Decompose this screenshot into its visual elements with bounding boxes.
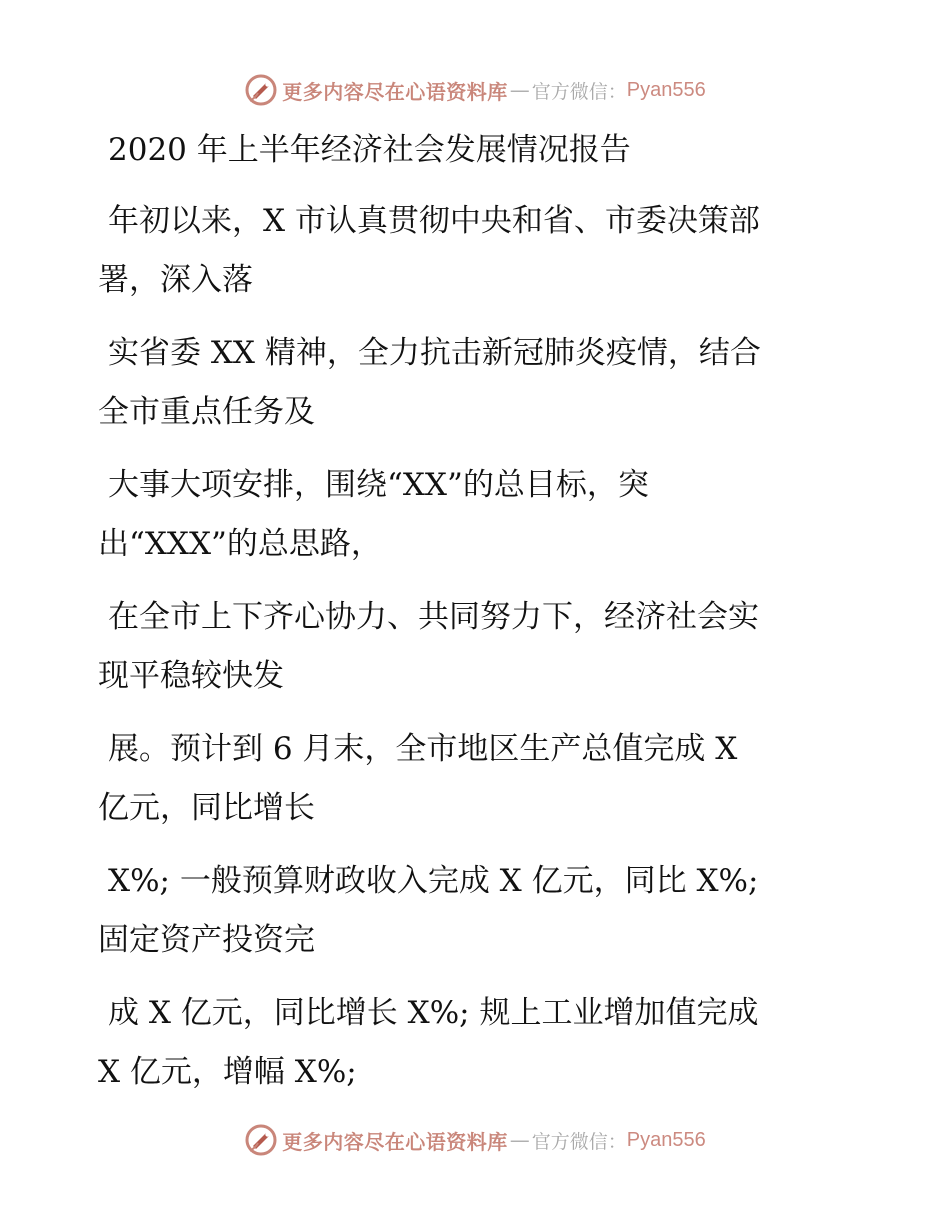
- footer-watermark: [0, 1120, 950, 1160]
- watermark-wechat-label: 官方微信：: [531, 1130, 627, 1153]
- watermark-wechat-id: Pyan556: [626, 1128, 706, 1151]
- paragraph: [98, 852, 838, 970]
- paragraph-line: 大事大项安排，围绕“XX”的总目标，突: [108, 467, 649, 503]
- paragraph-line: 实省委 XX 精神，全力抗击新冠肺炎疫情，结合: [108, 335, 761, 371]
- document-body: [98, 126, 838, 1102]
- paragraph-line: 固定资产投资完: [98, 922, 315, 958]
- watermark-wechat-label: 官方微信：: [531, 80, 627, 103]
- watermark-separator: —: [509, 1128, 530, 1152]
- paragraph-line: 现平稳较快发: [98, 658, 284, 694]
- watermark-separator: —: [509, 78, 530, 102]
- header-watermark: [0, 70, 950, 110]
- watermark-wechat-id: Pyan556: [626, 78, 706, 101]
- paragraph-line: 成 X 亿元，同比增长 X%; 规上工业增加值完成: [108, 995, 759, 1031]
- paragraph-line: 在全市上下齐心协力、共同努力下，经济社会实: [108, 599, 759, 635]
- paragraph-line: 署，深入落: [98, 262, 253, 298]
- paragraph: [98, 324, 838, 442]
- paragraph-line: 亿元，同比增长: [98, 790, 315, 826]
- pen-nib-circle-icon: [244, 1123, 278, 1157]
- pen-nib-circle-icon: [244, 73, 278, 107]
- paragraph-line: X%; 一般预算财政收入完成 X 亿元，同比 X%;: [108, 863, 759, 899]
- paragraph: [98, 456, 838, 574]
- paragraph-line: 展。预计到 6 月末，全市地区生产总值完成 X: [108, 731, 738, 767]
- paragraph: [98, 192, 838, 310]
- paragraph-line: 全市重点任务及: [98, 394, 315, 430]
- paragraph: [98, 984, 838, 1102]
- watermark-brand-text: 更多内容尽在心语资料库: [282, 1129, 508, 1154]
- paragraph: [98, 720, 838, 838]
- paragraph: [98, 588, 838, 706]
- watermark-brand-text: 更多内容尽在心语资料库: [282, 79, 508, 104]
- paragraph-line: 出“XXX”的总思路，: [98, 526, 382, 562]
- document-title: 2020 年上半年经济社会发展情况报告: [108, 132, 631, 168]
- paragraph-line: 年初以来，X 市认真贯彻中央和省、市委决策部: [108, 203, 760, 239]
- paragraph-line: X 亿元，增幅 X%;: [98, 1054, 357, 1090]
